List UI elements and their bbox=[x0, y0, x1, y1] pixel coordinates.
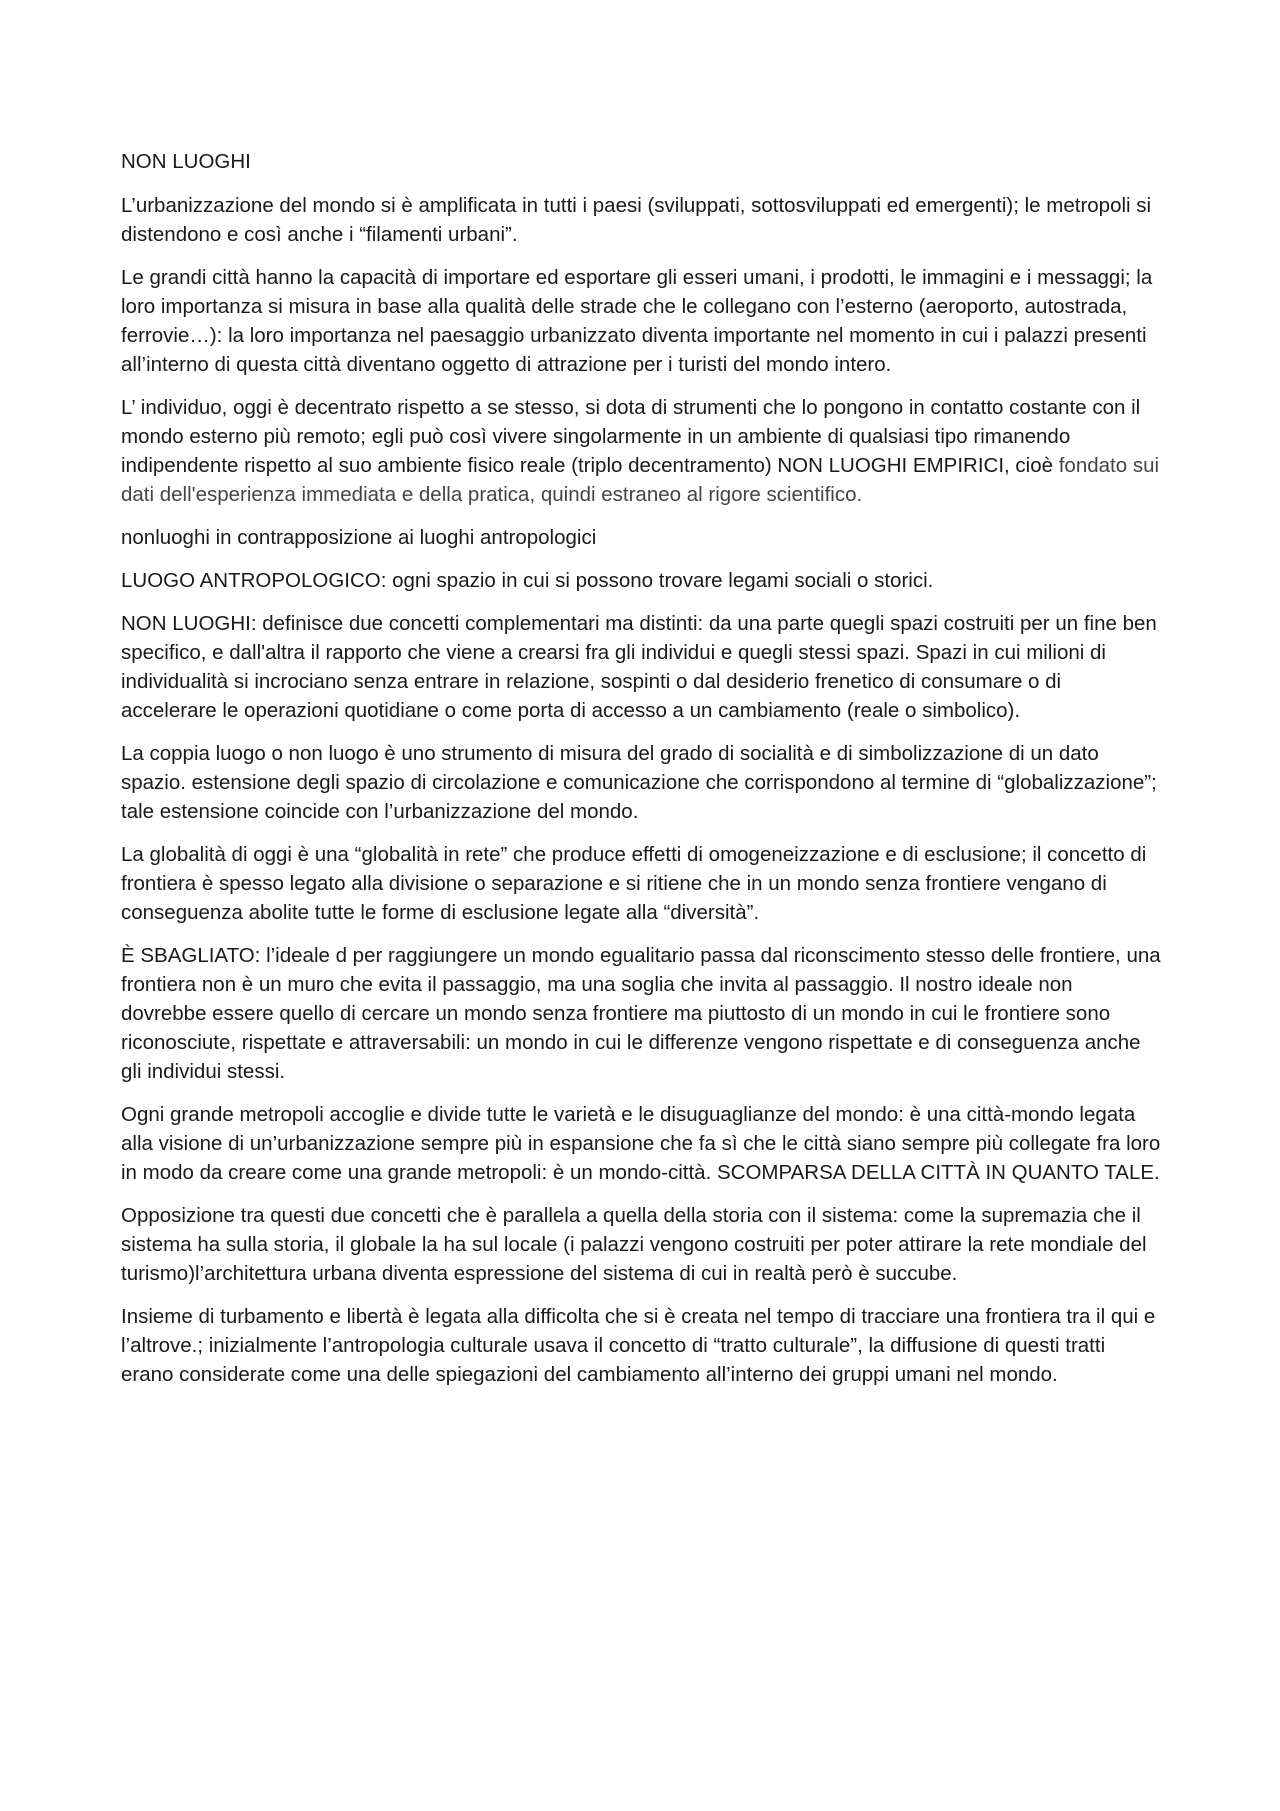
paragraph-grandi-citta: Le grandi città hanno la capacità di importare ed esportare gli esseri umani, i prodotti, le immagini e i messaggi; la loro importanza si misura in base alla qualità delle strade che le collegano con l’esterno (aeroporto, autostrada, ferrovie…): la loro importanza nel paesaggio urbanizzato diventa importante nel momento in cui i palazzi presenti all’interno di questa città diventano oggetto di attrazione per i turisti del mondo intero. bbox=[121, 266, 1153, 376]
paragraph-non-luoghi-definizione: NON LUOGHI: definisce due concetti complementari ma distinti: da una parte quegli spazi costruiti per un fine ben specifico, e dall'altra il rapporto che viene a crearsi fra gli individui e quegli stessi spazi. Spazi in cui milioni di individualità si incrociano senza entrare in relazione, sospinti o dal desiderio frenetico di consumare o di accelerare le operazioni quotidiane o come porta di accesso a un cambiamento (reale o simbolico). bbox=[121, 612, 1157, 722]
paragraph-individuo-text: L’ individuo, oggi è decentrato rispetto a se stesso, si dota di strumenti che lo pongono in contatto costante con il mondo esterno più remoto; egli può così vivere singolarmente in un ambiente di qualsiasi tipo rimanendo indipendente rispetto al suo ambiente fisico reale (triplo decentramento) NON LUOGHI EMPIRICI, cioè bbox=[121, 396, 1141, 477]
document-title: NON LUOGHI bbox=[121, 150, 251, 173]
paragraph-sbagliato: È SBAGLIATO: l’ideale d per raggiungere un mondo egualitario passa dal riconscimento stesso delle frontiere, una frontiera non è un muro che evita il passaggio, ma una soglia che invita al passaggio. Il nostro ideale non dovrebbe essere quello di cercare un mondo senza frontiere ma piuttosto di un mondo in cui le frontiere sono riconosciute, rispettate e attraversabili: un mondo in cui le differenze vengono rispettate e di conseguenza anche gli individui stessi. bbox=[121, 944, 1161, 1083]
paragraph-individuo bbox=[121, 393, 1161, 509]
paragraph-coppia-luogo: La coppia luogo o non luogo è uno strumento di misura del grado di socialità e di simbolizzazione di un dato spazio. estensione degli spazio di circolazione e comunicazione che corrispondono al termine di “globalizzazione”; tale estensione coincide con l’urbanizzazione del mondo. bbox=[121, 742, 1157, 823]
document-page bbox=[121, 147, 1161, 1403]
paragraph-metropoli: Ogni grande metropoli accoglie e divide tutte le varietà e le disuguaglianze del mondo: è una città-mondo legata alla visione di un’urbanizzazione sempre più in espansione che fa sì che le città siano sempre più collegate fra loro in modo da creare come una grande metropoli: è un mondo-città. SCOMPARSA DELLA CITTÀ IN QUANTO TALE. bbox=[121, 1103, 1161, 1184]
paragraph-globalita: La globalità di oggi è una “globalità in rete” che produce effetti di omogeneizzazione e di esclusione; il concetto di frontiera è spesso legato alla divisione o separazione e si ritiene che in un mondo senza frontiere vengano di conseguenza abolite tutte le forme di esclusione legate alla “diversità”. bbox=[121, 843, 1147, 924]
paragraph-nonluoghi-contrapposizione: nonluoghi in contrapposizione ai luoghi antropologici bbox=[121, 526, 597, 549]
paragraph-individuo-definition: fondato sui dati dell'esperienza immediata e della pratica, quindi estraneo al rigore scientifico. bbox=[121, 454, 1160, 506]
paragraph-urbanizzazione: L’urbanizzazione del mondo si è amplificata in tutti i paesi (sviluppati, sottosviluppati ed emergenti); le metropoli si distendono e così anche i “filamenti urbani”. bbox=[121, 194, 1152, 246]
paragraph-luogo-antropologico: LUOGO ANTROPOLOGICO: ogni spazio in cui si possono trovare legami sociali o storici. bbox=[121, 569, 934, 592]
paragraph-turbamento: Insieme di turbamento e libertà è legata alla difficolta che si è creata nel tempo di tracciare una frontiera tra il qui e l’altrove.; inizialmente l’antropologia culturale usava il concetto di “tratto culturale”, la diffusione di questi tratti erano considerate come una delle spiegazioni del cambiamento all’interno dei gruppi umani nel mondo. bbox=[121, 1305, 1156, 1386]
paragraph-opposizione: Opposizione tra questi due concetti che è parallela a quella della storia con il sistema: come la supremazia che il sistema ha sulla storia, il globale la ha sul locale (i palazzi vengono costruiti per poter attirare la rete mondiale del turismo)l’architettura urbana diventa espressione del sistema di cui in realtà però è succube. bbox=[121, 1204, 1147, 1285]
